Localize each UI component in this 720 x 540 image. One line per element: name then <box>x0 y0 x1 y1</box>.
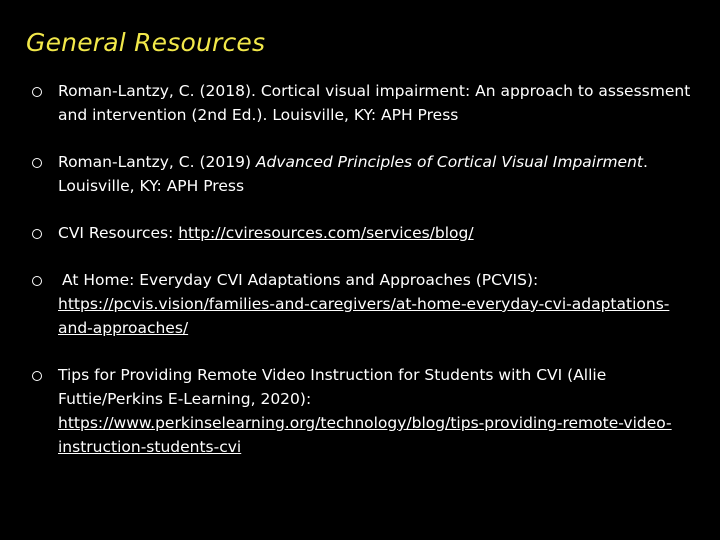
pcvis-link[interactable]: https://pcvis.vision/families-and-caregivers/at-home-everyday-cvi-adaptations-and-approaches/ <box>58 295 670 337</box>
list-item <box>30 221 700 245</box>
list-item <box>30 268 700 340</box>
hollow-circle-bullet-icon <box>32 371 42 381</box>
perkins-link[interactable]: https://www.perkinselearning.org/technology/blog/tips-providing-remote-video-instruction-students-cvi <box>58 414 672 456</box>
citation-prefix: Roman-Lantzy, C. (2019) <box>58 153 256 171</box>
citation-text: Roman-Lantzy, C. (2018). Cortical visual impairment: An approach to assessment and intervention (2nd Ed.). Louisville, KY: APH Press <box>58 82 691 124</box>
list-item <box>30 79 700 127</box>
page-title: General Resources <box>26 28 266 57</box>
book-title: Advanced Principles of Cortical Visual Impairment <box>255 153 643 171</box>
hollow-circle-bullet-icon <box>32 158 42 168</box>
list-item <box>30 150 700 198</box>
list-item <box>30 363 700 459</box>
resource-label: CVI Resources: <box>58 224 179 242</box>
citation-suffix: . Louisville, KY: APH Press <box>58 153 648 195</box>
resource-label: Tips for Providing Remote Video Instruction for Students with CVI (Allie Futtie/Perkins E-Learning, 2020): <box>58 366 607 408</box>
hollow-circle-bullet-icon <box>32 87 42 97</box>
hollow-circle-bullet-icon <box>32 276 42 286</box>
cvi-resources-link[interactable]: http://cviresources.com/services/blog/ <box>178 224 474 242</box>
resource-list <box>30 79 700 482</box>
resource-label: At Home: Everyday CVI Adaptations and Approaches (PCVIS): <box>62 271 539 289</box>
hollow-circle-bullet-icon <box>32 229 42 239</box>
